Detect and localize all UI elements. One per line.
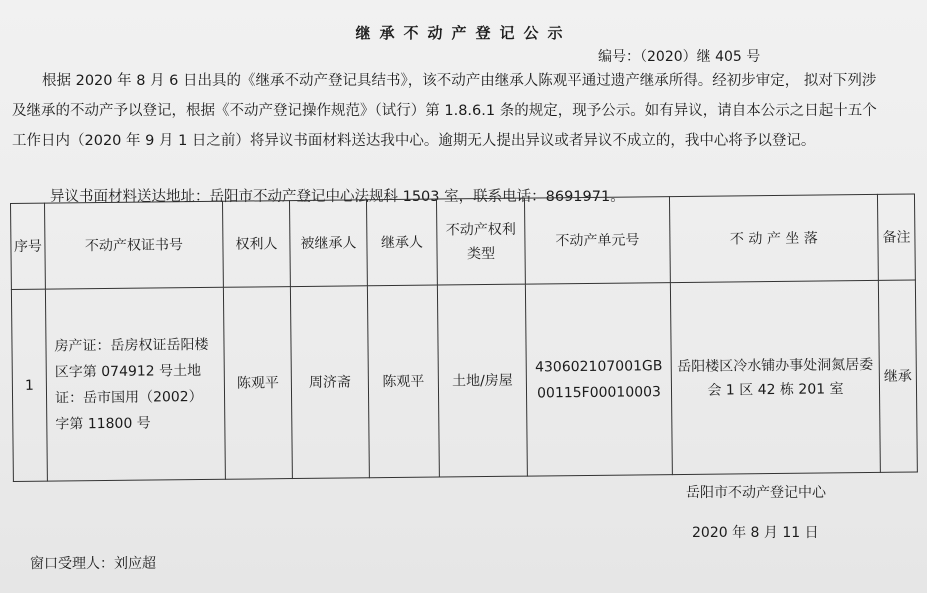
objection-address: 异议书面材料送达地址：岳阳市不动产登记中心法规科 1503 室，联系电话：8691971。 bbox=[50, 189, 625, 205]
header-heir: 继承人 bbox=[366, 199, 437, 286]
notice-paragraph: 根据 2020 年 8 月 6 日出具的《继承不动产登记具结书》，该不动产由继承人陈观平通过遗产继承所得。经初步审定， 拟对下列涉及继承的不动产予以登记，根据《不动产登记操作规范》（试行）第 1.8.6.1 条的规定，现予公示。如有异议，请自本公示之日起十五个工作日内（2020 年 9 月 1 日之前）将异议书面材料送达我中心。逾期无人提出异议或者异议不成立的，我中心将予以登记。 bbox=[12, 73, 877, 149]
cell-right-type: 土地/房屋 bbox=[437, 284, 527, 477]
cell-certificate: 房产证：岳房权证岳阳楼区字第 074912 号土地证：岳市国用（2002）字第 11800 号 bbox=[45, 287, 225, 481]
cell-right-holder: 陈观平 bbox=[223, 287, 292, 480]
header-certificate: 不动产权证书号 bbox=[45, 201, 224, 289]
header-unit-number: 不动产单元号 bbox=[524, 197, 670, 285]
header-decedent: 被继承人 bbox=[289, 200, 367, 287]
table-row bbox=[11, 280, 917, 481]
issue-date: 2020 年 8 月 11 日 bbox=[692, 525, 819, 541]
header-note: 备注 bbox=[877, 194, 915, 280]
notice-title: 继承不动产登记公示 bbox=[355, 24, 572, 42]
table-header-row bbox=[11, 194, 916, 289]
cell-note: 继承 bbox=[878, 280, 917, 472]
cell-heir: 陈观平 bbox=[367, 285, 439, 478]
cell-unit-number: 430602107001GB00115F00010003 bbox=[525, 283, 672, 477]
window-receiver: 窗口受理人：刘应超 bbox=[30, 556, 156, 572]
issuer-name: 岳阳市不动产登记中心 bbox=[686, 485, 826, 501]
header-seq: 序号 bbox=[11, 203, 46, 289]
header-right-holder: 权利人 bbox=[222, 201, 290, 288]
cell-seq: 1 bbox=[11, 289, 47, 481]
header-location: 不 动 产 坐 落 bbox=[669, 194, 878, 282]
cell-location: 岳阳楼区冷水铺办事处洞氮居委会 1 区 42 栋 201 室 bbox=[670, 280, 880, 474]
cell-decedent: 周济斋 bbox=[290, 286, 369, 479]
header-right-type: 不动产权利类型 bbox=[436, 198, 525, 285]
property-table bbox=[10, 194, 918, 482]
document-number: 编号：（2020）继 405 号 bbox=[598, 49, 761, 65]
